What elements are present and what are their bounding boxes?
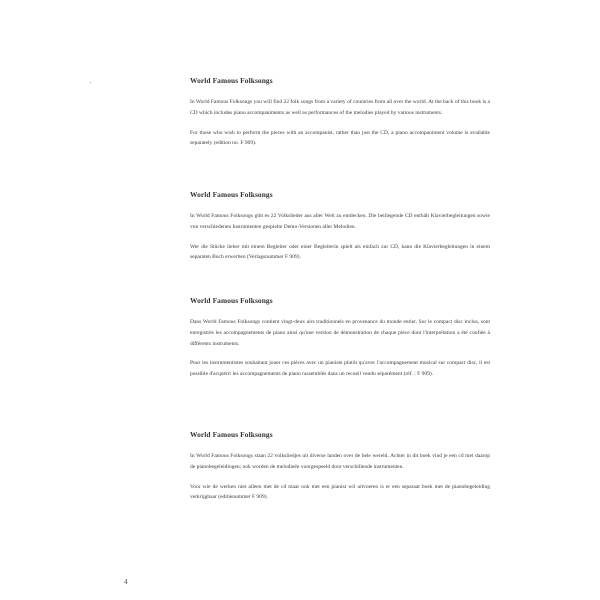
paragraph: In World Famous Folksongs gibt es 22 Volkslieder aus aller Welt zu entdecken. Die beiliegende CD enthält Klavierbegleitungen sowie von verschiedenen Instrumenten gespielte Demo-Versionen aller Melodien.	[190, 213, 490, 230]
section-heading: World Famous Folksongs	[190, 76, 273, 85]
paragraph: Dans World Famous Folksongs contient vingt-deux airs traditionnels en provenance du monde entier. Sur le compact disc inclus, sont enregistrés les accompagnements de piano ainsi qu'une version de démonstration de chaque pièce dont l'interprétation a été confiée à différents instruments.	[190, 319, 490, 347]
paragraph: Wer die Stücke lieber mit einem Begleiter oder einer Begleiterin spielt als einfach zur CD, kann die Klavierbegleitungen in einem separaten Buch erwerben (Verlagsnummer F 909).	[190, 243, 490, 261]
paragraph: Pour les instrumentistes souhaitant jouer ces pièces avec un pianiste plutôt qu'avec l'accompagnement musical sur compact disc, il est possible d'acquérir les accompagnements de piano rassemblés dans un recueil vendu séparément (réf. : F 909).	[190, 360, 490, 378]
paragraph: Voor wie de werken niet alleen met de cd maar ook met een pianist wil uitvoeren is er een separaat boek met de pianobegeleiding verkrijgbaar (editienummer F 909).	[190, 483, 490, 501]
paragraph: For those who wish to perform the pieces with an accompanist, rather than just the CD, a piano accompaniment volume is available separately (edition no. F 909).	[190, 129, 490, 147]
section-heading: World Famous Folksongs	[190, 430, 273, 439]
section-french	[190, 296, 490, 389]
section-heading: World Famous Folksongs	[190, 296, 273, 305]
print-mark	[90, 82, 91, 83]
page-number: 4	[124, 578, 128, 586]
paragraph: In World Famous Folksongs you will find 22 folk songs from a variety of countries from all over the world. At the back of this book is a CD which includes piano accompaniments as well as performances of the melodies played by various instruments.	[190, 99, 490, 116]
section-dutch	[190, 430, 490, 512]
section-heading: World Famous Folksongs	[190, 190, 273, 199]
section-german	[190, 190, 490, 272]
paragraph: In World Famous Folksongs staan 22 volksliedjes uit diverse landen over de hele wereld. Achter in dit boek vind je een cd met daarop de pianobegeleidingen; ook worden de melodieën voorgespeeld door verschillende instrumenten.	[190, 453, 490, 470]
section-english	[190, 76, 490, 158]
